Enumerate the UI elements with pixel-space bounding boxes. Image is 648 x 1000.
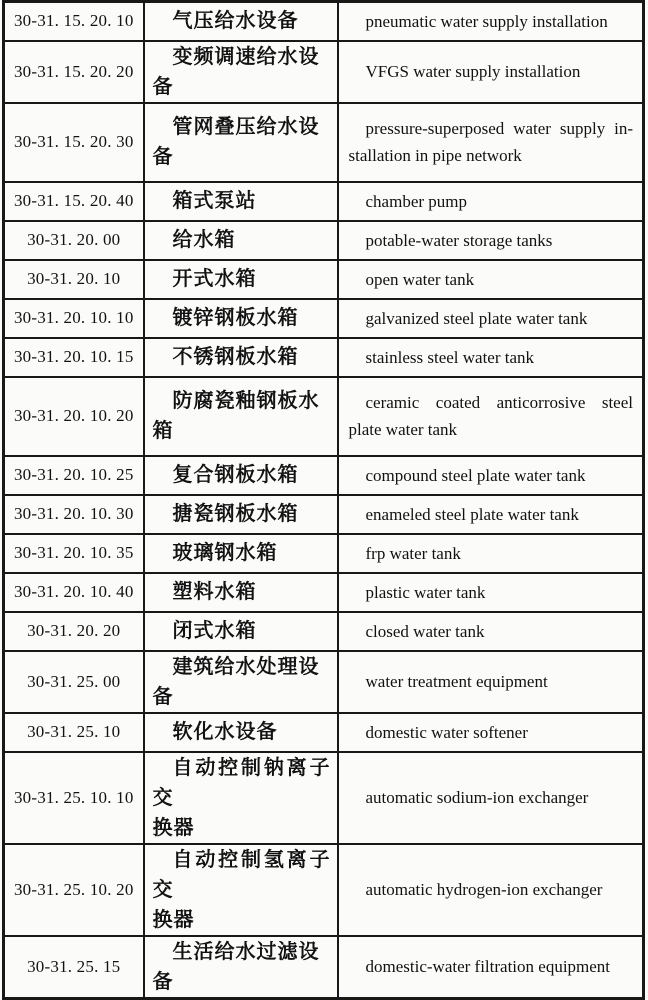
- table-row: [4, 495, 644, 534]
- english-name-cell: plastic water tank: [338, 573, 644, 612]
- equipment-classification-table: [2, 0, 645, 1000]
- english-name-cell: [338, 103, 644, 182]
- chinese-name-cell: 玻璃钢水箱: [144, 534, 338, 573]
- table-row: [4, 752, 644, 844]
- code-cell: 30-31. 20. 10. 35: [4, 534, 144, 573]
- chinese-name-cell: 给水箱: [144, 221, 338, 260]
- chinese-name-cell: 箱式泵站: [144, 182, 338, 221]
- chinese-name-cell: [144, 752, 338, 844]
- code-cell: 30-31. 20. 10. 15: [4, 338, 144, 377]
- english-name-cell: closed water tank: [338, 612, 644, 651]
- table-row: [4, 534, 644, 573]
- table-row: [4, 2, 644, 41]
- code-cell: 30-31. 20. 10. 20: [4, 377, 144, 456]
- chinese-name-cell: 气压给水设备: [144, 2, 338, 41]
- english-name-cell: domestic water softener: [338, 713, 644, 752]
- chinese-name-cell: 搪瓷钢板水箱: [144, 495, 338, 534]
- chinese-name-cell: 建筑给水处理设备: [144, 651, 338, 713]
- code-cell: 30-31. 15. 20. 20: [4, 41, 144, 103]
- text-line: 自动控制氢离子交: [152, 848, 331, 901]
- chinese-name-cell: [144, 844, 338, 936]
- english-name-cell: open water tank: [338, 260, 644, 299]
- table-row: [4, 299, 644, 338]
- chinese-name-cell: 开式水箱: [144, 260, 338, 299]
- table-row: [4, 573, 644, 612]
- english-name-cell: [338, 377, 644, 456]
- code-cell: 30-31. 20. 20: [4, 612, 144, 651]
- text-line: pressure-superposed water supply in-: [365, 119, 633, 138]
- table-row: [4, 456, 644, 495]
- english-name-cell: enameled steel plate water tank: [338, 495, 644, 534]
- text-line: 换器: [152, 816, 195, 839]
- english-name-cell: potable-water storage tanks: [338, 221, 644, 260]
- table-row: [4, 651, 644, 713]
- code-cell: 30-31. 15. 20. 40: [4, 182, 144, 221]
- table-row: [4, 936, 644, 999]
- code-cell: 30-31. 20. 10. 30: [4, 495, 144, 534]
- chinese-name-cell: 生活给水过滤设备: [144, 936, 338, 999]
- text-line: ceramic coated anticorrosive steel: [365, 393, 633, 412]
- table-row: [4, 338, 644, 377]
- english-name-cell: chamber pump: [338, 182, 644, 221]
- english-name-cell: frp water tank: [338, 534, 644, 573]
- chinese-name-cell: 塑料水箱: [144, 573, 338, 612]
- code-cell: 30-31. 15. 20. 10: [4, 2, 144, 41]
- text-line: 换器: [152, 908, 195, 931]
- text-line: plate water tank: [348, 420, 458, 439]
- table-row: [4, 103, 644, 182]
- chinese-name-cell: 闭式水箱: [144, 612, 338, 651]
- code-cell: 30-31. 20. 10. 25: [4, 456, 144, 495]
- table-row: [4, 377, 644, 456]
- table-row: [4, 612, 644, 651]
- code-cell: 30-31. 25. 00: [4, 651, 144, 713]
- code-cell: 30-31. 25. 15: [4, 936, 144, 999]
- chinese-name-cell: 复合钢板水箱: [144, 456, 338, 495]
- chinese-name-cell: 变频调速给水设备: [144, 41, 338, 103]
- code-cell: 30-31. 25. 10. 10: [4, 752, 144, 844]
- code-cell: 30-31. 20. 10. 10: [4, 299, 144, 338]
- code-cell: 30-31. 15. 20. 30: [4, 103, 144, 182]
- code-cell: 30-31. 25. 10. 20: [4, 844, 144, 936]
- table-row: [4, 713, 644, 752]
- table-row: [4, 221, 644, 260]
- english-name-cell: water treatment equipment: [338, 651, 644, 713]
- code-cell: 30-31. 25. 10: [4, 713, 144, 752]
- chinese-name-cell: 不锈钢板水箱: [144, 338, 338, 377]
- code-cell: 30-31. 20. 10. 40: [4, 573, 144, 612]
- english-name-cell: automatic hydrogen-ion exchanger: [338, 844, 644, 936]
- chinese-name-cell: 镀锌钢板水箱: [144, 299, 338, 338]
- text-line: stallation in pipe network: [348, 146, 522, 165]
- table-row: [4, 260, 644, 299]
- english-name-cell: stainless steel water tank: [338, 338, 644, 377]
- table-row: [4, 41, 644, 103]
- chinese-name-cell: 防腐瓷釉钢板水箱: [144, 377, 338, 456]
- table-row: [4, 182, 644, 221]
- text-line: 自动控制钠离子交: [152, 756, 331, 809]
- code-cell: 30-31. 20. 00: [4, 221, 144, 260]
- english-name-cell: pneumatic water supply installation: [338, 2, 644, 41]
- table-row: [4, 844, 644, 936]
- english-name-cell: domestic-water filtration equipment: [338, 936, 644, 999]
- code-cell: 30-31. 20. 10: [4, 260, 144, 299]
- chinese-name-cell: 管网叠压给水设备: [144, 103, 338, 182]
- english-name-cell: VFGS water supply installation: [338, 41, 644, 103]
- chinese-name-cell: 软化水设备: [144, 713, 338, 752]
- english-name-cell: automatic sodium-ion exchanger: [338, 752, 644, 844]
- english-name-cell: compound steel plate water tank: [338, 456, 644, 495]
- english-name-cell: galvanized steel plate water tank: [338, 299, 644, 338]
